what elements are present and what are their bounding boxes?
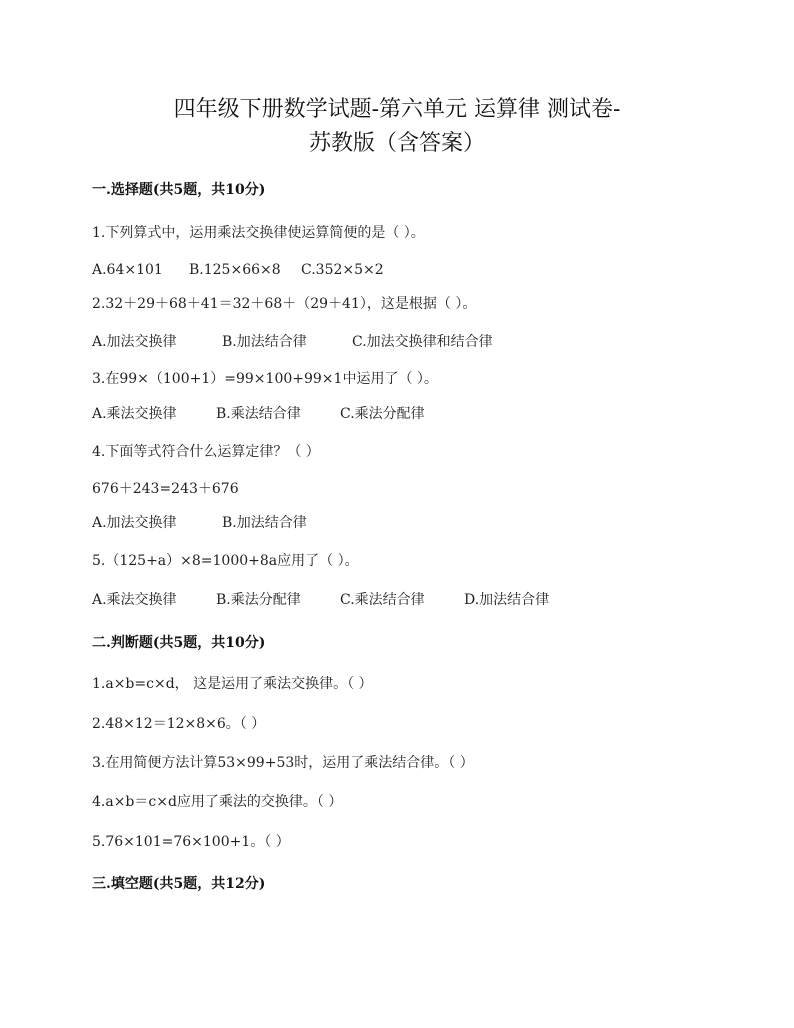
option-a: A.乘法交换律 [92, 592, 177, 608]
question-stem: 4.下面等式符合什么运算定律？（ ） [92, 444, 320, 460]
question-stem: 1.下列算式中，运用乘法交换律使运算简便的是（ ）。 [92, 225, 425, 241]
judgement-item: 2.48×12＝12×8×6。（ ） [92, 716, 266, 732]
option-a: A.64×101 [92, 262, 163, 278]
document-title-line2: 苏教版（含答案） [308, 131, 485, 156]
question-options [92, 513, 307, 533]
judgement-item: 4.a×b＝c×d应用了乘法的交换律。（ ） [92, 794, 343, 810]
question-options [92, 332, 493, 352]
option-b: B.乘法结合律 [216, 406, 301, 422]
option-c: C.乘法结合律 [340, 592, 425, 608]
document-title-line1: 四年级下册数学试题-第六单元 运算律 测试卷- [173, 97, 621, 122]
section-heading-fill-in: 三.填空题(共5题，共12分) [92, 876, 266, 892]
option-c: C.352×5×2 [301, 262, 384, 278]
option-b: B.加法结合律 [222, 334, 307, 350]
question-stem: 3.在99×（100+1）=99×100+99×1中运用了（ ）。 [92, 371, 438, 387]
judgement-item: 3.在用简便方法计算53×99+53时，运用了乘法结合律。（ ） [92, 755, 474, 771]
option-c: C.加法交换律和结合律 [352, 334, 493, 350]
judgement-item: 1.a×b=c×d， 这是运用了乘法交换律。（ ） [92, 676, 373, 692]
option-a: A.加法交换律 [92, 515, 177, 531]
option-b: B.乘法分配律 [216, 592, 301, 608]
option-a: A.加法交换律 [92, 334, 177, 350]
question-stem: 2.32＋29＋68＋41＝32＋68＋（29＋41），这是根据（ ）。 [92, 296, 477, 312]
question-expression: 676＋243=243＋676 [92, 481, 239, 497]
question-options [92, 590, 549, 610]
option-b: B.125×66×8 [189, 262, 281, 278]
question-options [92, 404, 425, 424]
section-heading-judgement: 二.判断题(共5题，共10分) [92, 635, 266, 651]
option-b: B.加法结合律 [222, 515, 307, 531]
option-d: D.加法结合律 [464, 592, 550, 608]
section-heading-choice: 一.选择题(共5题，共10分) [92, 182, 266, 198]
question-stem: 5.（125+a）×8=1000+8a应用了（ ）。 [92, 553, 359, 569]
option-c: C.乘法分配律 [340, 406, 425, 422]
option-a: A.乘法交换律 [92, 406, 177, 422]
judgement-item: 5.76×101=76×100+1。（ ） [92, 834, 290, 850]
question-options [92, 260, 384, 280]
